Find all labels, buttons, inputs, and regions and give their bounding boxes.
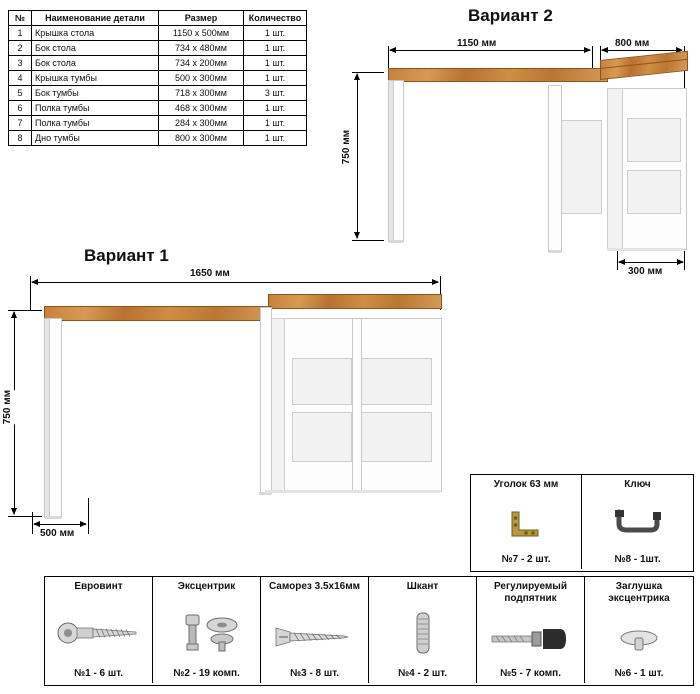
hardware-item-adjustable-foot [477,577,585,683]
variant1-title: Вариант 1 [84,246,169,265]
foot [549,250,561,253]
dowel-icon [369,605,476,661]
hardware-qty: №1 - 6 шт. [73,668,124,679]
cell-name: Полка тумбы [32,101,159,116]
shelf-cell [292,412,352,462]
dim-arrow [31,279,38,285]
table-row [9,131,307,146]
dim-label-width-v2: 1150 мм [457,38,497,49]
cell-num: 8 [9,131,32,146]
cell-size: 718 x 300мм [159,86,244,101]
corner-bracket-icon [471,503,581,547]
cam-cover-cap-icon [585,621,693,661]
table-header-size: Размер [159,11,244,26]
leg-panel-left-edge [44,318,50,518]
dim-arrow [601,47,608,53]
hardware-item-dowel [369,577,477,683]
cell-qty: 3 шт. [244,86,307,101]
cabinet-niche [556,120,602,214]
cell-qty: 1 шт. [244,26,307,41]
table-header-name: Наименование детали [32,11,159,26]
hardware-qty: №3 - 8 шт. [289,668,340,679]
hardware-bottom-grid [44,576,694,686]
foot [45,516,61,519]
hardware-item-cam-cover-cap [585,577,693,683]
cell-size: 1150 x 500мм [159,26,244,41]
cell-name: Бок стола [32,56,159,71]
worktop-right [268,294,442,309]
hardware-title: Саморез 3.5x16мм [268,581,361,592]
hardware-title: Ключ [624,479,651,490]
table-row [9,26,307,41]
cabinet-shelf-lower [627,170,681,214]
shelf-unit-base [265,490,440,493]
dim-line-side-v2 [619,262,683,263]
cell-qty: 1 шт. [244,41,307,56]
hardware-item-confirmat-screw [45,577,153,683]
dim-ext-line [88,498,89,534]
parts-table [8,10,307,146]
cabinet-shelf-upper [627,118,681,162]
cell-qty: 1 шт. [244,101,307,116]
allen-key-icon [582,503,693,547]
hardware-item-corner-bracket [471,475,582,569]
cell-qty: 1 шт. [244,71,307,86]
dim-arrow [354,73,360,80]
dim-label-height-v1: 750 мм [2,390,13,425]
cell-num: 4 [9,71,32,86]
dim-arrow [389,47,396,53]
dim-arrow [11,508,17,515]
hardware-top-grid [470,474,694,572]
hardware-item-self-tapping-screw [261,577,369,683]
cell-qty: 1 шт. [244,56,307,71]
hardware-title: Эксцентрик [177,581,236,592]
cell-size: 500 x 300мм [159,71,244,86]
cell-name: Полка тумбы [32,116,159,131]
foot [389,240,403,243]
worktop-left [44,306,272,321]
hardware-title: Заглушка эксцентрика [608,581,670,604]
cell-num: 7 [9,116,32,131]
cell-size: 734 x 200мм [159,56,244,71]
cell-size: 468 x 300мм [159,101,244,116]
variant2-title: Вариант 2 [468,6,553,25]
hardware-qty: №8 - 1шт. [614,554,661,565]
cell-num: 1 [9,26,32,41]
table-row [9,101,307,116]
shelf-divider [352,318,362,492]
dim-arrow [33,521,40,527]
table-header-qty: Количество [244,11,307,26]
hardware-qty: №7 - 2 шт. [501,554,551,565]
leg-panel-left-edge [388,80,394,242]
dim-arrow [80,521,87,527]
cell-qty: 1 шт. [244,116,307,131]
dim-label-depth-v1: 500 мм [40,528,75,539]
confirmat-screw-icon [45,605,152,661]
table-header-row [9,11,307,26]
cell-name: Крышка стола [32,26,159,41]
dim-line-depth-v1 [34,524,86,525]
cell-name: Дно тумбы [32,131,159,146]
self-tapping-screw-icon [261,613,368,661]
dim-line-depth-v2 [602,50,682,51]
hardware-item-cam-lock [153,577,261,683]
cell-num: 2 [9,41,32,56]
dim-ext-line [352,240,384,241]
hardware-title: Шкант [406,581,439,592]
worktop-main [388,68,608,82]
center-support [260,307,272,494]
cell-name: Бок тумбы [32,86,159,101]
cell-size: 734 x 480мм [159,41,244,56]
hardware-qty: №4 - 2 шт. [397,668,448,679]
cabinet-divider [548,85,562,252]
table-row [9,116,307,131]
dim-arrow [584,47,591,53]
dim-label-width-v1: 1650 мм [190,268,230,279]
dim-arrow [618,259,625,265]
dim-line-width-v2 [390,50,590,51]
cell-name: Крышка тумбы [32,71,159,86]
dim-line-width-v1 [32,282,438,283]
dim-line-height-v2 [357,74,358,238]
cam-lock-icon [153,605,260,661]
cell-num: 5 [9,86,32,101]
hardware-qty: №5 - 7 комп. [499,668,561,679]
cell-qty: 1 шт. [244,131,307,146]
dim-arrow [11,311,17,318]
hardware-qty: №6 - 1 шт. [614,668,664,679]
hardware-qty: №2 - 19 комп. [173,668,240,679]
shelf-cell [358,412,432,462]
table-row [9,56,307,71]
dim-label-height-v2: 750 мм [341,130,352,165]
shelf-cell [358,358,432,405]
cell-name: Бок стола [32,41,159,56]
dim-arrow [354,232,360,239]
hardware-title: Регулируемый подпятник [494,581,567,604]
hardware-item-allen-key [582,475,693,569]
dim-arrow [677,259,684,265]
hardware-title: Евровинт [74,581,123,592]
table-row [9,41,307,56]
table-row [9,71,307,86]
cell-size: 284 x 300мм [159,116,244,131]
cabinet-base [607,248,685,251]
dim-arrow [432,279,439,285]
hardware-title: Уголок 63 мм [493,479,559,490]
dim-ext-line [684,250,685,270]
cell-num: 6 [9,101,32,116]
dim-label-side-v2: 300 мм [628,266,663,277]
shelf-cell [292,358,352,405]
dim-label-depth-v2: 800 мм [615,38,650,49]
table-header-num: № [9,11,32,26]
table-row [9,86,307,101]
dim-ext-line [8,516,42,517]
cell-size: 800 x 300мм [159,131,244,146]
cell-num: 3 [9,56,32,71]
adjustable-foot-icon [477,617,584,661]
cabinet-side-front [607,88,623,250]
